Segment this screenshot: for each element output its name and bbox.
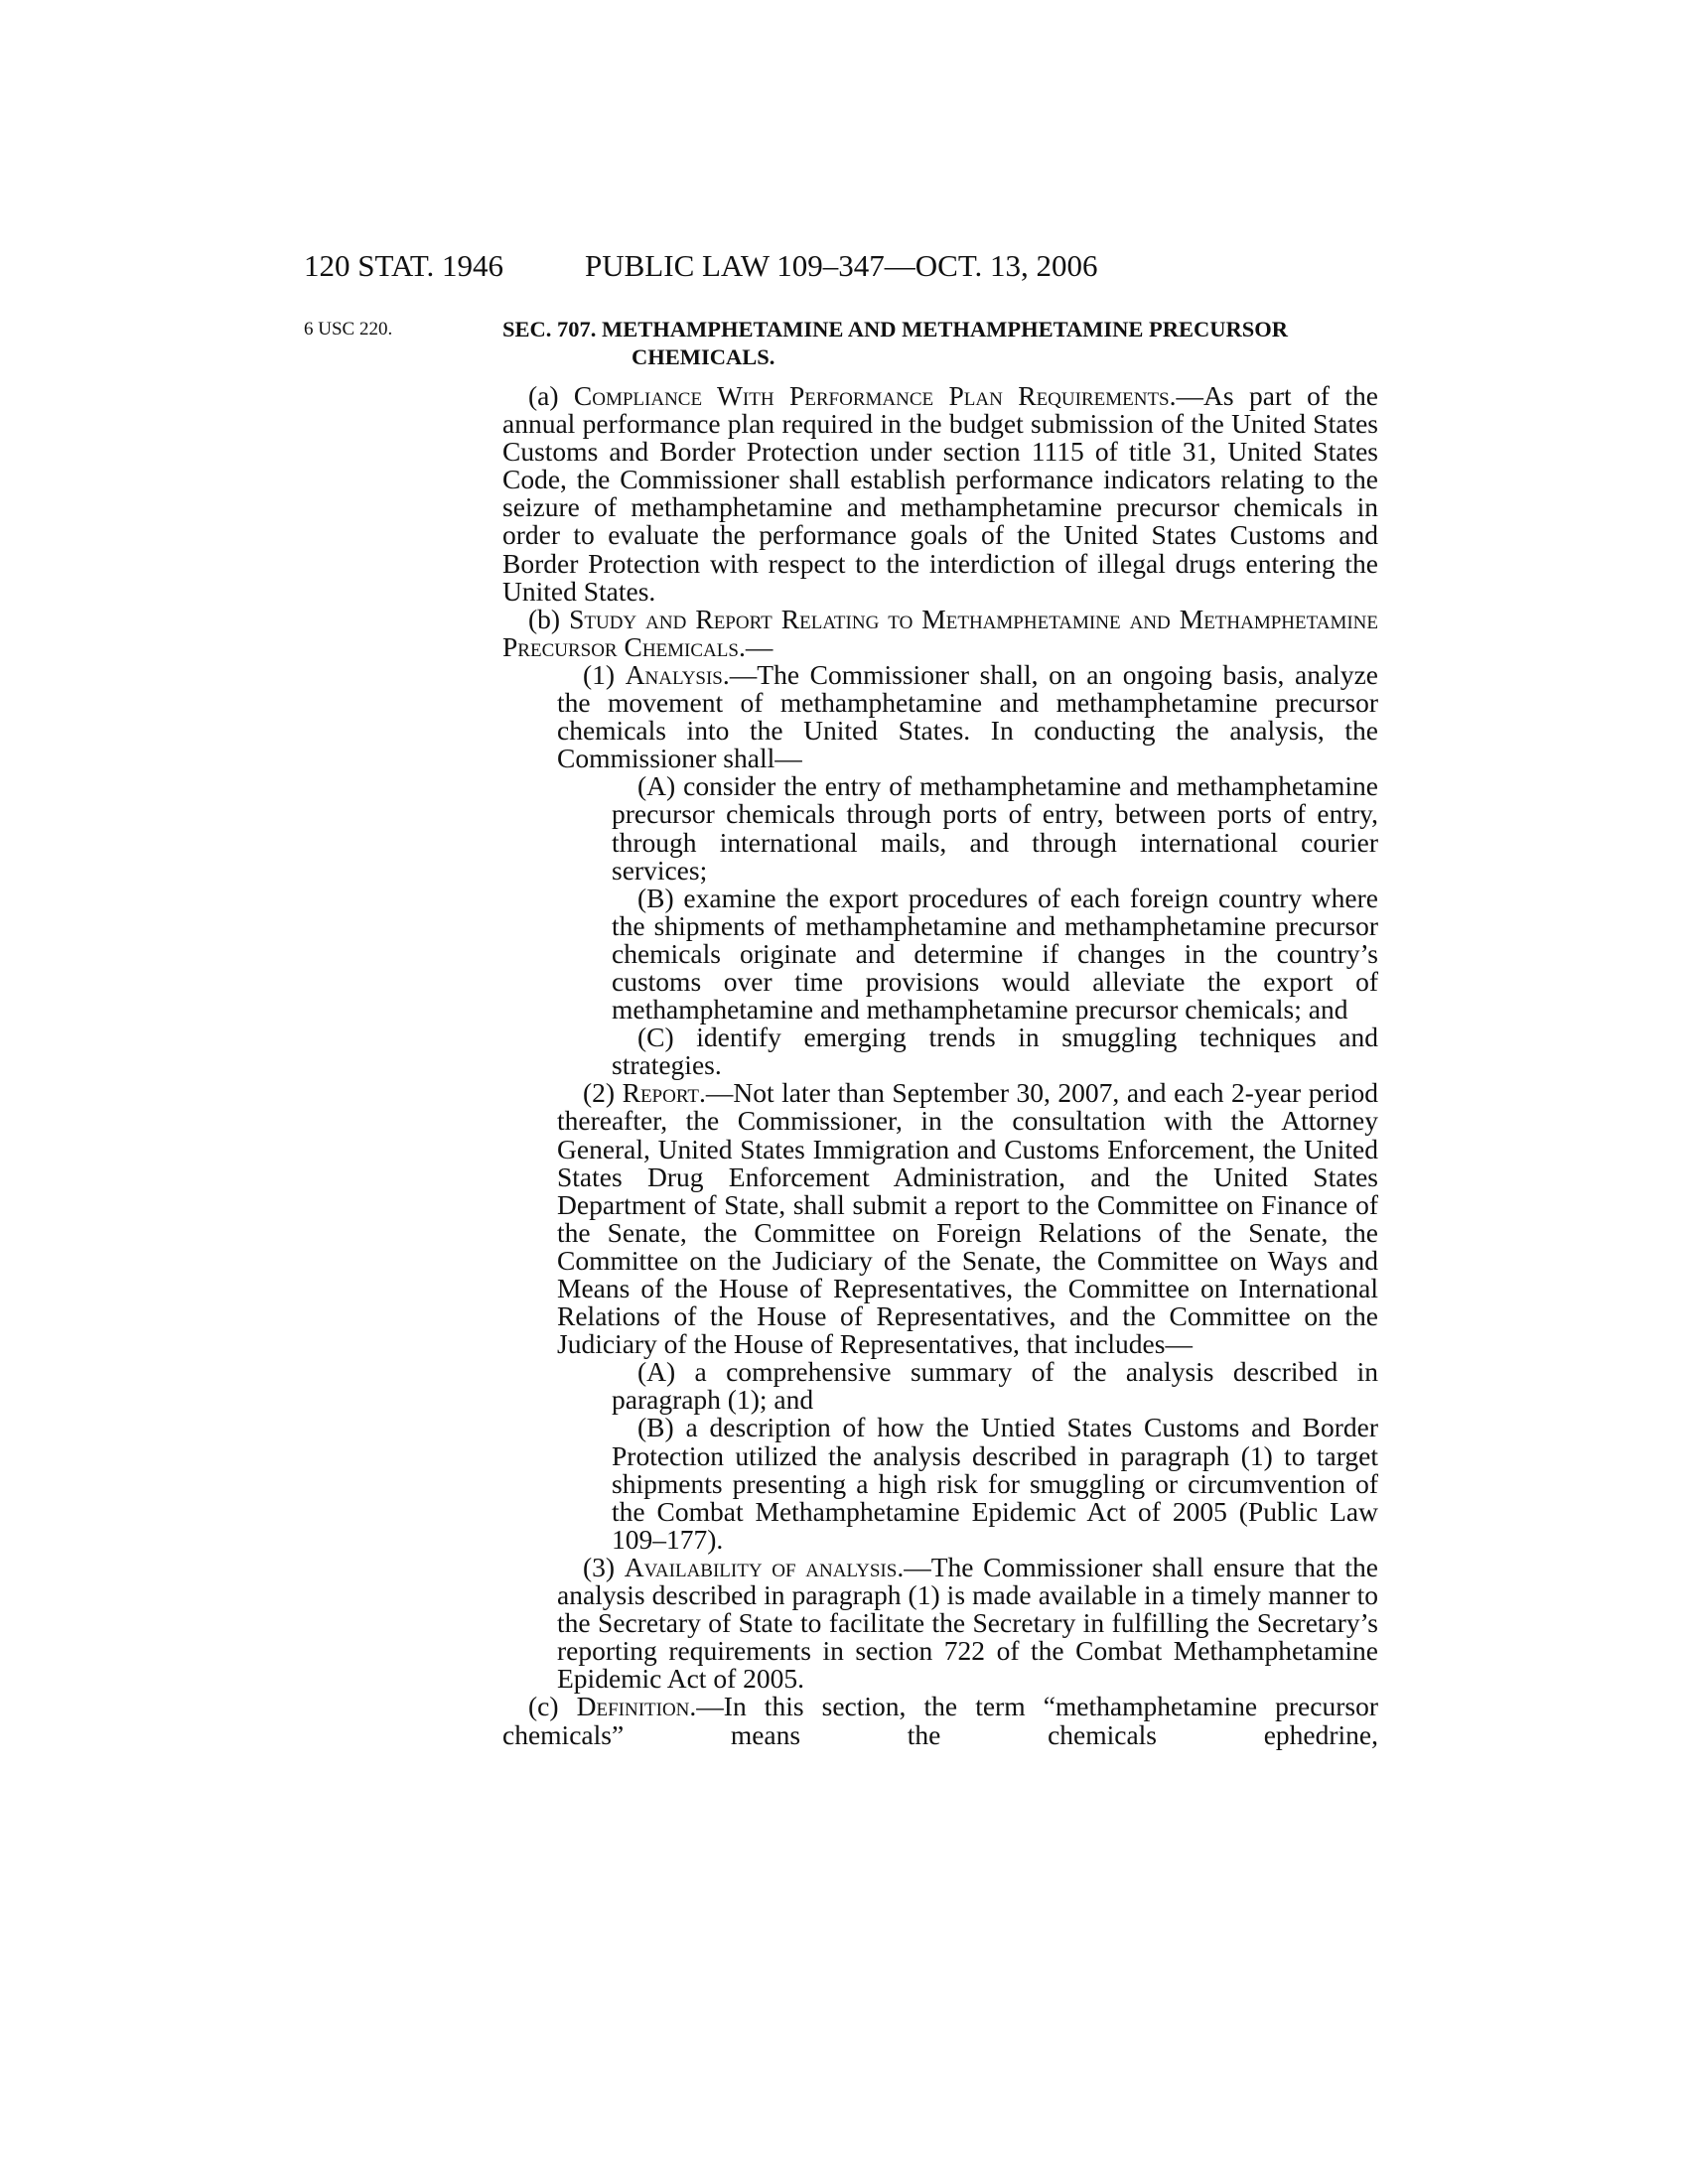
- section-body: [502, 316, 1378, 1749]
- subsection-c-caption: Definition: [576, 1691, 690, 1722]
- subsection-c-label: (c): [528, 1691, 577, 1722]
- section-heading: SEC. 707. METHAMPHETAMINE AND METHAMPHETAMINE PRECURSOR CHEMICALS.: [502, 317, 1289, 369]
- margin-note-usc: 6 USC 220.: [304, 319, 393, 340]
- subsection-b-label: (b): [528, 603, 570, 634]
- subsection-a-caption: Compliance With Performance Plan Requirements: [573, 380, 1170, 411]
- paragraph-2-item-b: (B) a description of how the Untied States Customs and Border Protection utilized the analysis described in paragraph (1) to target shipments presenting a high risk for smuggling or circumvention of the Combat Methamphetamine Epidemic Act of 2005 (Public Law 109–177).: [612, 1412, 1378, 1555]
- paragraph-1-label: (1): [583, 658, 626, 690]
- subsection-a-label: (a): [528, 380, 574, 411]
- paragraph-3-caption: Availability of analysis: [624, 1551, 898, 1582]
- paragraph-2-label: (2): [583, 1077, 623, 1109]
- subsection-a: (a) Compliance With Performance Plan Requirements.—As part of the annual performance plan required in the budget submission of the United States Customs and Border Protection under section 1115 of title 31, United States Code, the Commissioner shall establish performance indicators relating to the seizure of methamphetamine and methamphetamine precursor chemicals in order to evaluate the performance goals of the United States Customs and Border Protection with respect to the interdiction of illegal drugs entering the United States.: [502, 380, 1378, 607]
- stat-page-number: 120 STAT. 1946: [304, 248, 504, 283]
- paragraph-2: (2) Report.—Not later than September 30, 2007, and each 2-year period thereafter, the Commissioner, in the consultation with the Attorney General, United States Immigration and Customs Enforcement, the United States Drug Enforcement Administration, and the United States Department of State, shall submit a report to the Committee on Finance of the Senate, the Committee on Foreign Relations of the Senate, the Committee on the Judiciary of the Senate, the Committee on Ways and Means of the House of Representatives, the Committee on International Relations of the House of Representatives, and the Committee on the Judiciary of the House of Representatives, that includes—: [557, 1077, 1378, 1360]
- law-title: PUBLIC LAW 109–347—OCT. 13, 2006: [585, 248, 1098, 283]
- paragraph-2-item-a: (A) a comprehensive summary of the analysis described in paragraph (1); and: [612, 1356, 1378, 1416]
- paragraph-3-label: (3): [583, 1551, 625, 1582]
- subsection-c-text: In this section, the term “methamphetamine precursor chemicals” means the chemicals ephedrine,: [502, 1691, 1378, 1750]
- subsection-a-text: As part of the annual performance plan required in the budget submission of the United States Customs and Border Protection under section 1115 of title 31, United States Code, the Commissioner shall establish performance indicators relating to the seizure of methamphetamine and methamphetamine precursor chemicals in order to evaluate the performance goals of the United States Customs and Border Protection with respect to the interdiction of illegal drugs entering the United States.: [502, 380, 1378, 607]
- paragraph-1-item-c: (C) identify emerging trends in smuggling techniques and strategies.: [612, 1022, 1378, 1081]
- paragraph-3-text: The Commissioner shall ensure that the analysis described in paragraph (1) is made available in a timely manner to the Secretary of State to facilitate the Secretary in fulfilling the Secretary’s reporting requirements in section 722 of the Combat Methamphetamine Epidemic Act of 2005.: [557, 1551, 1378, 1695]
- paragraph-1: (1) Analysis.—The Commissioner shall, on an ongoing basis, analyze the movement of methamphetamine and methamphetamine precursor chemicals into the United States. In conducting the analysis, the Commissioner shall—: [557, 658, 1378, 774]
- subsection-b: (b) Study and Report Relating to Methamphetamine and Methamphetamine Precursor Chemicals.—: [502, 603, 1378, 662]
- page-header: [304, 246, 1374, 286]
- paragraph-2-text: Not later than September 30, 2007, and each 2-year period thereafter, the Commissioner, in the consultation with the Attorney General, United States Immigration and Customs Enforcement, the United States Drug Enforcement Administration, and the United States Department of State, shall submit a report to the Committee on Finance of the Senate, the Committee on Foreign Relations of the Senate, the Committee on the Judiciary of the Senate, the Committee on Ways and Means of the House of Representatives, the Committee on International Relations of the House of Representatives, and the Committee on the Judiciary of the House of Representatives, that includes—: [557, 1077, 1378, 1360]
- subsection-c: (c) Definition.—In this section, the term “methamphetamine precursor chemicals” means the chemicals ephedrine,: [502, 1691, 1378, 1750]
- paragraph-2-caption: Report: [622, 1077, 699, 1109]
- paragraph-3: (3) Availability of analysis.—The Commissioner shall ensure that the analysis described in paragraph (1) is made available in a timely manner to the Secretary of State to facilitate the Secretary in fulfilling the Secretary’s reporting requirements in section 722 of the Combat Methamphetamine Epidemic Act of 2005.: [557, 1551, 1378, 1695]
- paragraph-1-item-b: (B) examine the export procedures of each foreign country where the shipments of methamphetamine and methamphetamine precursor chemicals originate and determine if changes in the country’s customs over time provisions would alleviate the export of methamphetamine and methamphetamine precursor chemicals; and: [612, 882, 1378, 1025]
- paragraph-1-caption: Analysis: [625, 658, 723, 690]
- paragraph-1-item-a: (A) consider the entry of methamphetamine and methamphetamine precursor chemicals through ports of entry, between ports of entry, through international mails, and through international courier services;: [612, 770, 1378, 886]
- subsection-b-caption: Study and Report Relating to Methamphetamine and Methamphetamine Precursor Chemicals: [502, 603, 1378, 662]
- paragraph-1-text: The Commissioner shall, on an ongoing basis, analyze the movement of methamphetamine and methamphetamine precursor chemicals into the United States. In conducting the analysis, the Commissioner shall—: [557, 658, 1378, 774]
